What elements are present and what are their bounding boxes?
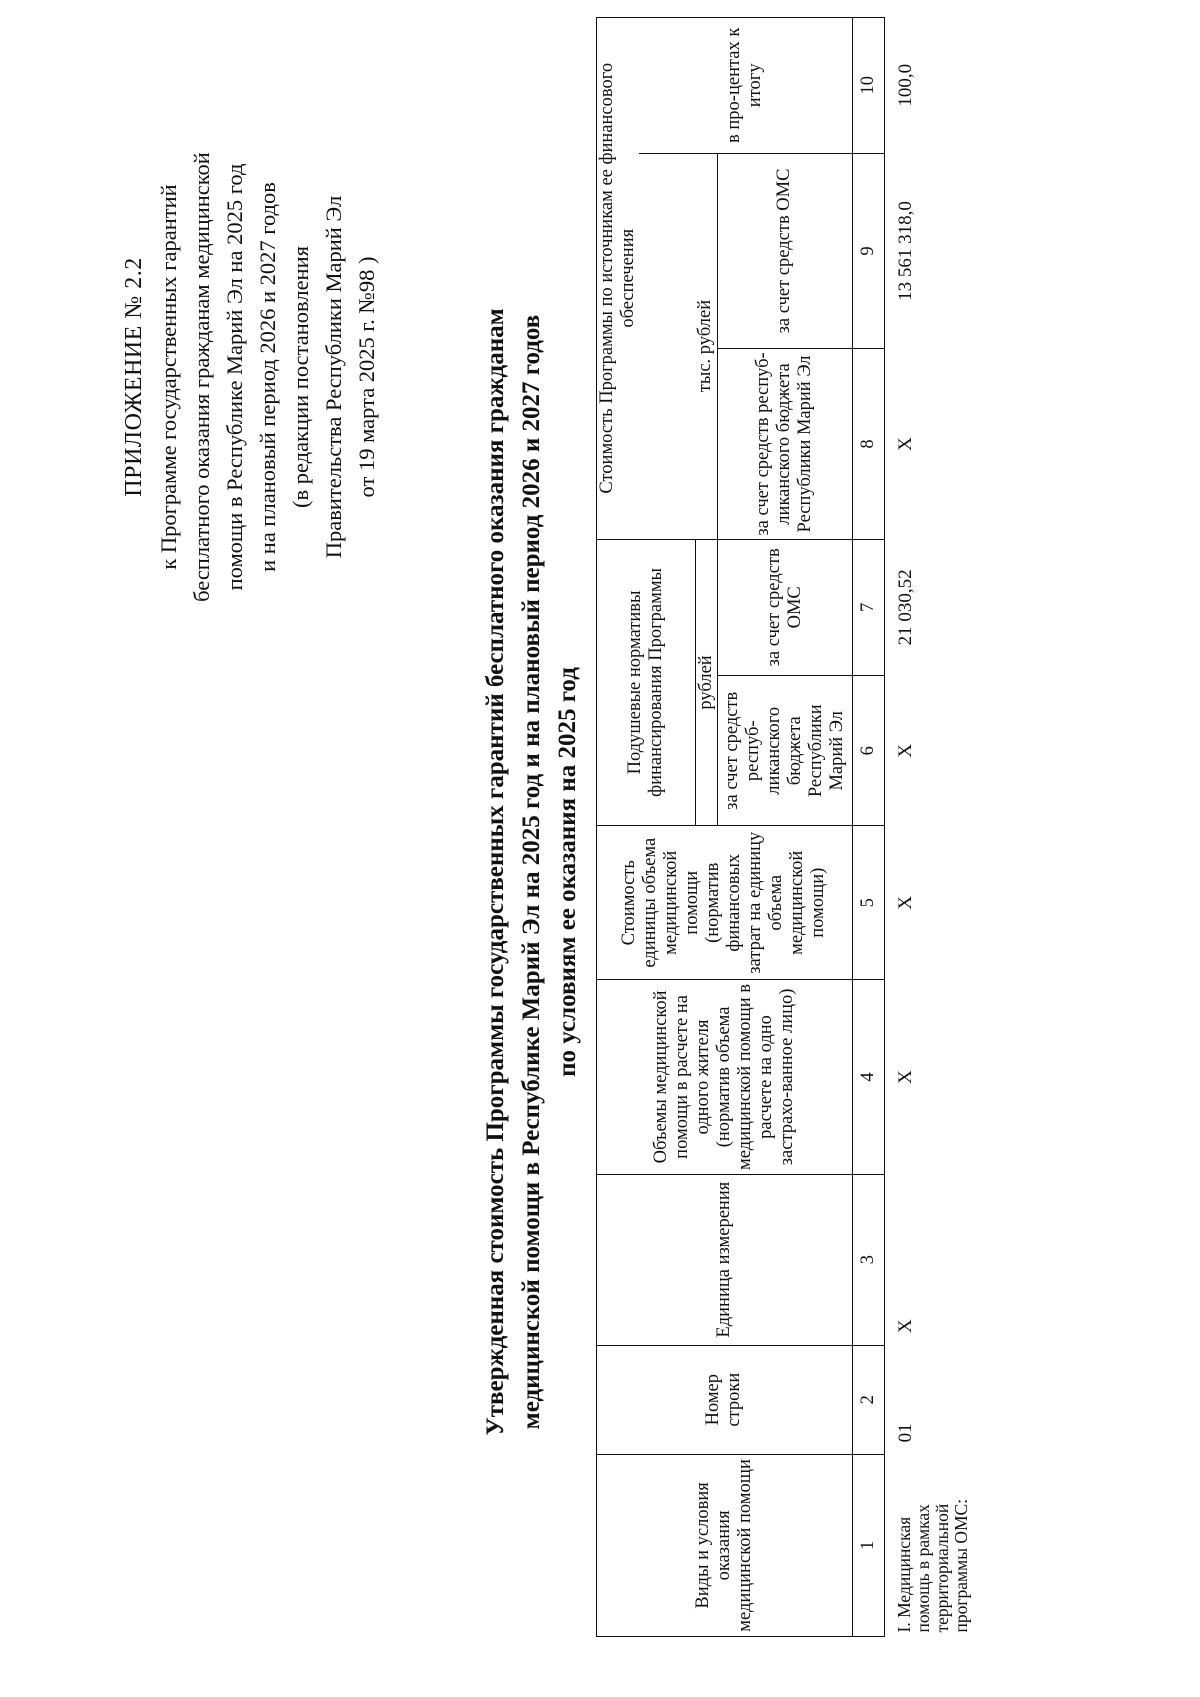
appendix-line: (в редакции постановления bbox=[288, 246, 313, 508]
title-line: медицинской помощи в Республике Марий Эл на 2025 год и на плановый период 2026 и 2027 годов bbox=[518, 314, 545, 1430]
appendix-line: от 19 марта 2025 г. №98 ) bbox=[354, 256, 379, 498]
row-norm-budget: Х bbox=[894, 743, 916, 758]
column-number: 10 bbox=[852, 18, 884, 154]
header-line-number: Номер строки bbox=[597, 1345, 853, 1454]
row-line-number: 01 bbox=[894, 1423, 916, 1443]
header-norms-unit: рублей bbox=[695, 539, 717, 826]
header-cost-budget: за счет средств респуб-ликанского бюджета Республики Марий Эл bbox=[717, 349, 852, 539]
header-unit: Единица измерения bbox=[597, 1174, 853, 1345]
column-number: 9 bbox=[852, 153, 884, 349]
header-norm-budget: за счет средств респуб-ликанского бюджета Республики Марий Эл bbox=[717, 676, 852, 826]
appendix-line: помощи в Республике Марий Эл на 2025 год bbox=[222, 163, 247, 591]
header-unit-cost: Стоимость единицы объема медицинской помощи (норматив финансовых затрат на единицу объема медицинской помощи) bbox=[597, 826, 853, 980]
row-name: I. Медицинская помощь в рамках территориальной программы ОМС: bbox=[893, 1498, 971, 1633]
header-cost-oms: за счет средств ОМС bbox=[717, 153, 852, 349]
header-cost-unit: тыс. рублей bbox=[695, 153, 717, 539]
header-program-cost: Стоимость Программы по источникам ее финансового обеспечения bbox=[597, 18, 640, 540]
title-line: по условиям ее оказания на 2025 год bbox=[554, 667, 581, 1077]
appendix-title: ПРИЛОЖЕНИЕ № 2.2 bbox=[121, 257, 147, 497]
column-number: 1 bbox=[852, 1454, 884, 1636]
column-number: 6 bbox=[852, 676, 884, 826]
row-volume: Х bbox=[894, 1070, 916, 1084]
table-row bbox=[884, 18, 971, 1637]
header-volume: Объемы медицинской помощи в расчете на одного жителя (норматив объема медицинской помощи в расчете на одно застрахо-ванное лицо) bbox=[597, 980, 853, 1175]
column-number: 7 bbox=[852, 539, 884, 676]
column-number: 8 bbox=[852, 349, 884, 539]
row-unit: Х bbox=[894, 1319, 916, 1334]
header-kinds: Виды и условия оказания медицинской помощи bbox=[597, 1454, 853, 1636]
header-per-capita-norms: Подушевые нормативы финансирования Программы bbox=[597, 539, 696, 826]
column-number: 2 bbox=[852, 1345, 884, 1454]
document-title bbox=[478, 127, 586, 1617]
appendix-line: к Программе государственных гарантий bbox=[156, 184, 181, 570]
header-percent: в про-центах к итогу bbox=[639, 18, 852, 154]
title-line: Утвержденная стоимость Программы государственных гарантий бесплатного оказания гражданам bbox=[482, 308, 509, 1436]
appendix-line: и на плановый период 2026 и 2027 годов bbox=[255, 182, 280, 572]
row-unit-cost: Х bbox=[894, 895, 916, 910]
row-percent: 100,0 bbox=[894, 63, 916, 107]
column-number: 4 bbox=[852, 980, 884, 1175]
cost-table bbox=[596, 17, 971, 1637]
appendix-block bbox=[118, 137, 383, 617]
column-number: 3 bbox=[852, 1174, 884, 1345]
appendix-line: бесплатного оказания гражданам медицинской bbox=[189, 152, 214, 602]
row-norm-oms: 21 030,52 bbox=[894, 569, 916, 646]
appendix-line: Правительства Республики Марий Эл bbox=[321, 195, 346, 559]
row-cost-oms: 13 561 318,0 bbox=[894, 201, 916, 301]
header-norm-oms: за счет средств ОМС bbox=[717, 539, 852, 676]
column-number: 5 bbox=[852, 826, 884, 980]
row-cost-budget: Х bbox=[894, 437, 916, 451]
